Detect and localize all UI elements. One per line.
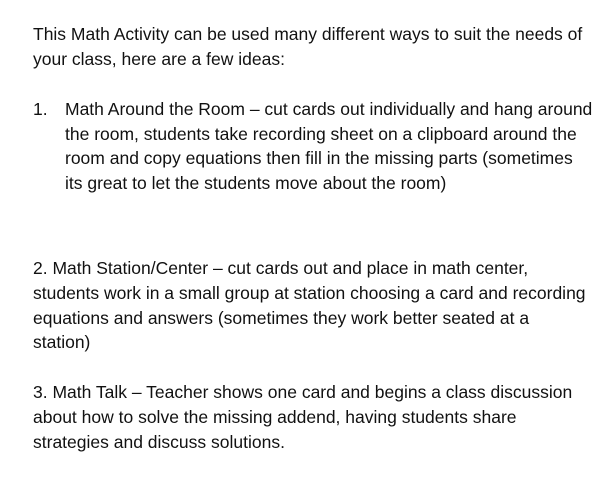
intro-paragraph: This Math Activity can be used many different ways to suit the needs of your class, here are a few ideas: bbox=[33, 24, 583, 69]
idea-math-talk: 3. Math Talk – Teacher shows one card and begins a class discussion about how to solve the missing addend, having students share strategies and discuss solutions. bbox=[33, 382, 573, 452]
idea-math-station-center: 2. Math Station/Center – cut cards out and place in math center, students work in a small group at station choosing a card and recording equations and answers (sometimes they work better seated at a station) bbox=[33, 258, 586, 353]
list-number: 1. bbox=[33, 99, 48, 119]
idea-math-around-the-room: Math Around the Room – cut cards out individually and hang around the room, students take recording sheet on a clipboard around the room and copy equations then fill in the missing parts (sometimes its great to let the students move about the room) bbox=[65, 99, 593, 193]
